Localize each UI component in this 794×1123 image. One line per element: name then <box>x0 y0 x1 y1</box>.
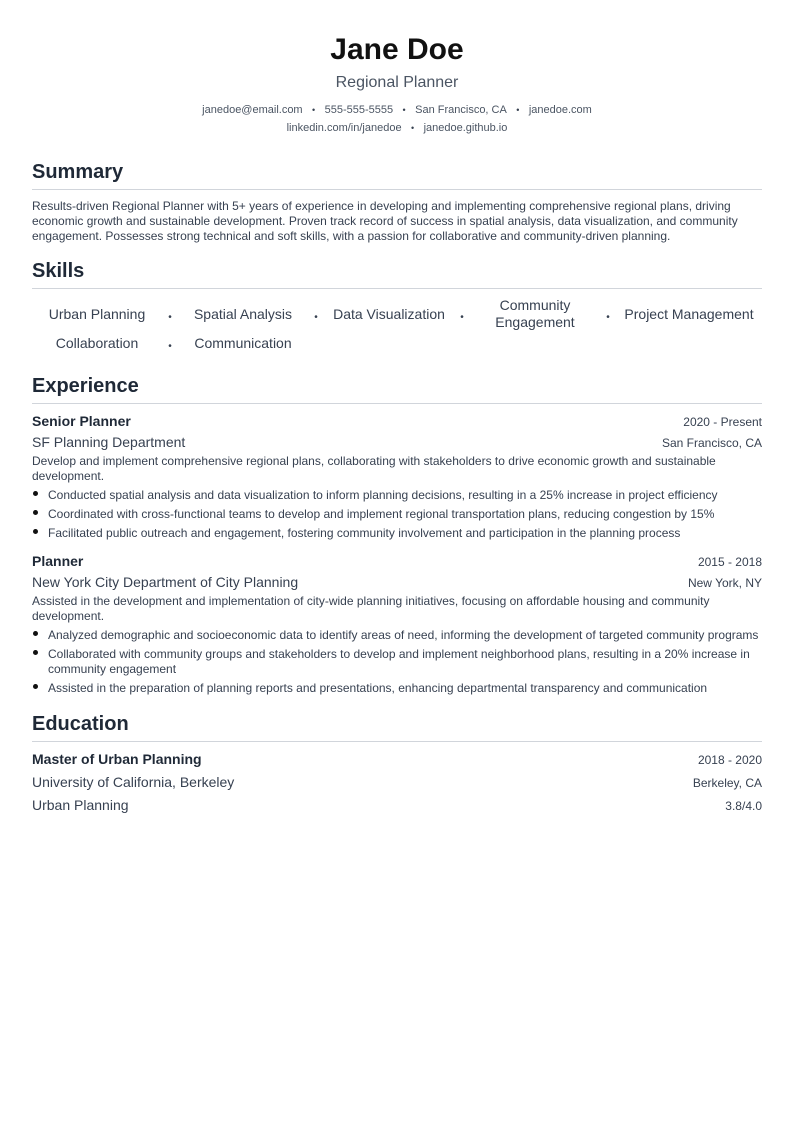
job-organization: New York City Department of City Planning <box>32 574 299 590</box>
job-bullets <box>32 488 762 541</box>
candidate-title: Regional Planner <box>335 74 459 91</box>
location-text: San Francisco, CA <box>415 104 507 116</box>
summary-text: Results-driven Regional Planner with 5+ years of experience in developing and implementing comprehensive regional plans, driving economic growth and sustainable development. Proven track record of success in spatial analysis, data visualization, and community engagement. Possesses strong technical and soft skills, with a passion for collaborative and community-driven planning. <box>32 199 738 243</box>
contact-line-2 <box>32 119 762 137</box>
job-description: Develop and implement comprehensive regional plans, collaborating with stakeholders to drive economic growth and sustainable development. <box>32 454 716 483</box>
job-bullet-text: Analyzed demographic and socioeconomic data to identify areas of need, informing the development of targeted community programs <box>48 628 759 642</box>
gpa-value: 3.8/4.0 <box>725 799 762 813</box>
skill-item: Communication <box>194 334 292 351</box>
job-location: New York, NY <box>687 576 762 590</box>
bullet-dot-icon <box>33 529 38 534</box>
job-title: Planner <box>32 553 84 569</box>
section-heading-summary: Summary <box>32 160 762 190</box>
contact-separator: • <box>312 105 316 115</box>
skill-item: Urban Planning <box>48 305 146 322</box>
job-bullet <box>32 526 762 541</box>
job-entry <box>32 552 762 696</box>
job-dates: 2020 - Present <box>683 415 762 429</box>
job-bullet <box>32 488 762 503</box>
degree-title: Master of Urban Planning <box>32 751 202 767</box>
skills-row <box>32 330 762 356</box>
contact-separator: • <box>402 105 406 115</box>
linkedin-link[interactable]: linkedin.com/in/janedoe <box>286 122 402 134</box>
bullet-dot-icon <box>33 684 38 689</box>
skill-item: Spatial Analysis <box>193 305 293 322</box>
skill-separator: • <box>168 311 172 323</box>
contact-separator: • <box>411 123 415 133</box>
job-bullet-text: Facilitated public outreach and engagement, fostering community involvement and participation in the planning process <box>48 526 681 540</box>
skill-separator: • <box>606 311 610 323</box>
section-heading-skills: Skills <box>32 259 762 289</box>
skill-item: Data Visualization <box>333 305 445 322</box>
skill-item: Community Engagement <box>495 297 575 330</box>
resume-page <box>32 0 762 815</box>
job-bullet-text: Collaborated with community groups and stakeholders to develop and implement neighborhood plans, resulting in a 20% increase in community engagement <box>48 647 750 676</box>
education-entry <box>32 750 762 815</box>
school-name: University of California, Berkeley <box>32 774 235 790</box>
bullet-dot-icon <box>33 650 38 655</box>
bullet-dot-icon <box>33 510 38 515</box>
resume-header <box>32 0 762 137</box>
job-bullet-text: Assisted in the preparation of planning reports and presentations, enhancing departmental transparency and communication <box>48 681 708 695</box>
job-bullet <box>32 507 762 522</box>
website-link[interactable]: janedoe.com <box>528 104 592 116</box>
job-bullet <box>32 628 762 643</box>
experience-section <box>32 374 762 696</box>
job-bullet <box>32 681 762 696</box>
skill-separator: • <box>460 311 464 323</box>
job-location: San Francisco, CA <box>661 436 762 450</box>
summary-section <box>32 160 762 244</box>
skill-separator: • <box>168 340 172 352</box>
school-location: Berkeley, CA <box>692 776 762 790</box>
education-section <box>32 712 762 815</box>
skills-row <box>32 298 762 330</box>
skill-item: Collaboration <box>55 334 139 351</box>
skill-item: Project Management <box>624 305 754 322</box>
job-organization: SF Planning Department <box>32 434 186 450</box>
field-of-study: Urban Planning <box>32 797 129 813</box>
skill-separator: • <box>314 311 318 323</box>
bullet-dot-icon <box>33 491 38 496</box>
email-link[interactable]: janedoe@email.com <box>202 104 303 116</box>
job-description: Assisted in the development and implementation of city-wide planning initiatives, focusing on affordable housing and community development. <box>32 594 710 623</box>
section-heading-education: Education <box>32 712 762 742</box>
candidate-name: Jane Doe <box>330 33 464 66</box>
job-bullet-text: Coordinated with cross-functional teams to develop and implement regional transportation plans, reducing congestion by 15% <box>48 507 715 521</box>
github-link[interactable]: janedoe.github.io <box>423 122 508 134</box>
job-bullets <box>32 628 762 696</box>
skills-section <box>32 259 762 356</box>
job-dates: 2015 - 2018 <box>697 555 762 569</box>
contact-line-1 <box>32 101 762 119</box>
phone-text: 555-555-5555 <box>324 104 394 116</box>
contact-separator: • <box>516 105 520 115</box>
bullet-dot-icon <box>33 631 38 636</box>
education-dates: 2018 - 2020 <box>697 753 762 767</box>
skills-list <box>32 298 762 356</box>
section-heading-experience: Experience <box>32 374 762 404</box>
job-bullet-text: Conducted spatial analysis and data visualization to inform planning decisions, resulting in a 25% increase in project efficiency <box>48 488 718 502</box>
job-title: Senior Planner <box>32 413 131 429</box>
job-entry <box>32 412 762 541</box>
job-bullet <box>32 647 762 677</box>
